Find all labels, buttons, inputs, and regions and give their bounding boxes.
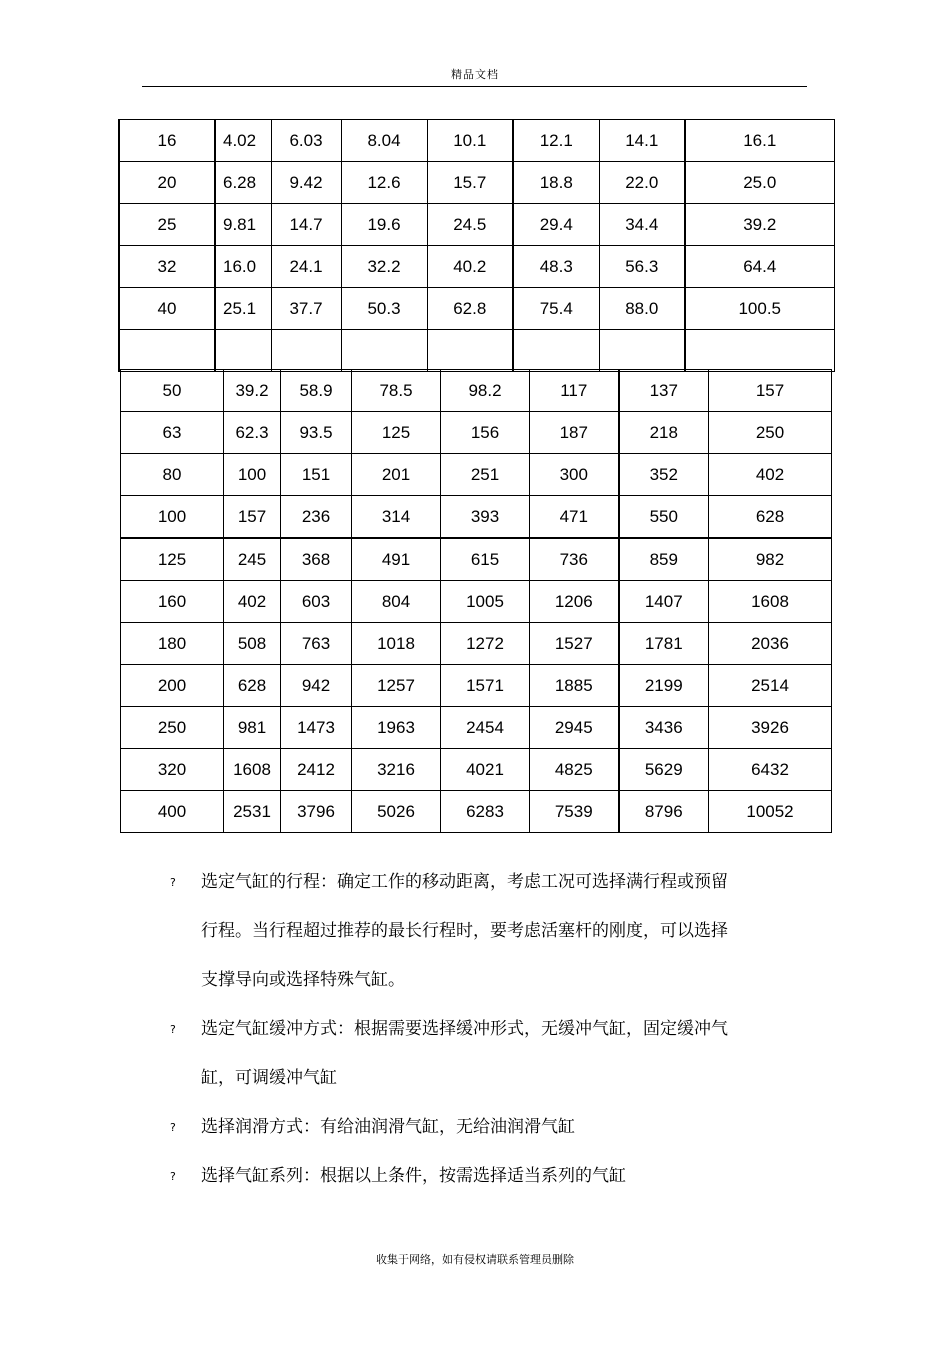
table-cell: 50.3: [341, 288, 427, 330]
table-cell: 125: [121, 538, 224, 581]
table-cell: 2454: [441, 707, 530, 749]
bullet-mark: ?: [170, 1023, 176, 1036]
table-cell: 4021: [441, 749, 530, 791]
table-cell: 251: [441, 454, 530, 496]
table-cell: 12.1: [513, 120, 599, 162]
bullet-line: 选择气缸系列：根据以上条件，按需选择适当系列的气缸: [201, 1166, 626, 1186]
bullet-item: [170, 1103, 790, 1152]
table-cell: [513, 330, 599, 372]
bullet-line: 支撑导向或选择特殊气缸。: [201, 970, 405, 990]
table-row: [119, 162, 834, 204]
table-cell: 58.9: [281, 370, 352, 412]
table-cell: 24.1: [271, 246, 341, 288]
table-cell: 6283: [441, 791, 530, 833]
table-cell: 16.0: [215, 246, 271, 288]
table-cell: [599, 330, 685, 372]
table-cell: 402: [224, 581, 281, 623]
table-cell: 22.0: [599, 162, 685, 204]
table-cell: 859: [619, 538, 709, 581]
table-row: [121, 749, 832, 791]
table-cell: 16.1: [685, 120, 834, 162]
table-cell: 20: [119, 162, 215, 204]
table-cell: 508: [224, 623, 281, 665]
bullet-list: [170, 858, 790, 1201]
table-cell: 1963: [352, 707, 441, 749]
table-row: [121, 665, 832, 707]
table-cell: 1473: [281, 707, 352, 749]
table-cell: 4.02: [215, 120, 271, 162]
table-cell: 982: [709, 538, 832, 581]
bullet-line: 选定气缸的行程：确定工作的移动距离，考虑工况可选择满行程或预留: [201, 872, 728, 892]
table-cell: 2945: [530, 707, 619, 749]
table-row: [121, 581, 832, 623]
table-cell: 157: [224, 496, 281, 539]
table-cell: 245: [224, 538, 281, 581]
table-cell: 137: [619, 370, 709, 412]
table-row: [121, 412, 832, 454]
table-cell: 1018: [352, 623, 441, 665]
table-cell: 5629: [619, 749, 709, 791]
header-rule: [142, 86, 807, 87]
table-cell: 160: [121, 581, 224, 623]
bullet-line: 行程。当行程超过推荐的最长行程时，要考虑活塞杆的刚度，可以选择: [201, 921, 728, 941]
table-cell: 63: [121, 412, 224, 454]
table-cell: 10.1: [427, 120, 513, 162]
table-cell: 8.04: [341, 120, 427, 162]
table-row: [119, 246, 834, 288]
table-cell: 34.4: [599, 204, 685, 246]
table-cell: 157: [709, 370, 832, 412]
bullet-line: 选定气缸缓冲方式：根据需要选择缓冲形式，无缓冲气缸，固定缓冲气: [201, 1019, 728, 1039]
table-cell: 25.0: [685, 162, 834, 204]
table-cell: [685, 330, 834, 372]
table-cell: 942: [281, 665, 352, 707]
table-cell: 48.3: [513, 246, 599, 288]
table-cell: 5026: [352, 791, 441, 833]
table-cell: 1005: [441, 581, 530, 623]
table-cell: 352: [619, 454, 709, 496]
table-cell: 1781: [619, 623, 709, 665]
table-cell: 156: [441, 412, 530, 454]
table-row: [121, 454, 832, 496]
table-cell: 314: [352, 496, 441, 539]
table-row: [119, 288, 834, 330]
table-cell: 9.42: [271, 162, 341, 204]
table-cell: 2531: [224, 791, 281, 833]
table-cell: 25.1: [215, 288, 271, 330]
table-cell: 1527: [530, 623, 619, 665]
table-cell: 236: [281, 496, 352, 539]
table-cell: [427, 330, 513, 372]
table-cell: [215, 330, 271, 372]
bullet-item: [170, 1152, 790, 1201]
table-cell: 8796: [619, 791, 709, 833]
table-cell: 14.7: [271, 204, 341, 246]
page-header: 精品文档: [451, 68, 499, 81]
table-cell: 628: [224, 665, 281, 707]
table-cell: 14.1: [599, 120, 685, 162]
bullet-mark: ?: [170, 1170, 176, 1183]
table-cell: 1407: [619, 581, 709, 623]
table-cell: 98.2: [441, 370, 530, 412]
table-cell: 78.5: [352, 370, 441, 412]
table-cell: 1608: [709, 581, 832, 623]
table-cell: 39.2: [685, 204, 834, 246]
table-cell: 18.8: [513, 162, 599, 204]
table-cell: 981: [224, 707, 281, 749]
table-cell: 117: [530, 370, 619, 412]
table-cell: 88.0: [599, 288, 685, 330]
bullet-item: [170, 1005, 790, 1103]
table-cell: 250: [121, 707, 224, 749]
table-cell: 2036: [709, 623, 832, 665]
table-cell: 100: [224, 454, 281, 496]
table-cell: 4825: [530, 749, 619, 791]
table-row: [121, 707, 832, 749]
bullet-line: 选择润滑方式：有给油润滑气缸，无给油润滑气缸: [201, 1117, 575, 1137]
table-cell: 393: [441, 496, 530, 539]
bullet-mark: ?: [170, 1121, 176, 1134]
table-cell: [271, 330, 341, 372]
table-cell: 400: [121, 791, 224, 833]
table-cell: 3436: [619, 707, 709, 749]
table-cell: 7539: [530, 791, 619, 833]
table-cell: 100: [121, 496, 224, 539]
table-cell: 1272: [441, 623, 530, 665]
table-cell: 32.2: [341, 246, 427, 288]
table-row: [121, 370, 832, 412]
table-cell: 3216: [352, 749, 441, 791]
bullet-item: [170, 858, 790, 1005]
table-cell: 6432: [709, 749, 832, 791]
force-table-bottom: [120, 369, 832, 833]
table-cell: 151: [281, 454, 352, 496]
table-cell: 25: [119, 204, 215, 246]
table-row: [121, 623, 832, 665]
table-cell: 736: [530, 538, 619, 581]
force-table-top: [118, 119, 835, 372]
table-cell: 471: [530, 496, 619, 539]
table-cell: 3796: [281, 791, 352, 833]
table-cell: 125: [352, 412, 441, 454]
table-cell: 29.4: [513, 204, 599, 246]
table-cell: 628: [709, 496, 832, 539]
table-cell: 12.6: [341, 162, 427, 204]
table-cell: 15.7: [427, 162, 513, 204]
table-cell: 180: [121, 623, 224, 665]
table-cell: 62.3: [224, 412, 281, 454]
table-cell: 603: [281, 581, 352, 623]
table-cell: 19.6: [341, 204, 427, 246]
table-cell: 32: [119, 246, 215, 288]
table-cell: 250: [709, 412, 832, 454]
bullet-mark: ?: [170, 876, 176, 889]
bullet-line: 缸，可调缓冲气缸: [201, 1068, 337, 1088]
table-cell: 40: [119, 288, 215, 330]
table-cell: 763: [281, 623, 352, 665]
table-cell: 16: [119, 120, 215, 162]
table-cell: [119, 330, 215, 372]
table-cell: 37.7: [271, 288, 341, 330]
table-cell: 1885: [530, 665, 619, 707]
table-cell: 1206: [530, 581, 619, 623]
table-cell: 3926: [709, 707, 832, 749]
table-cell: 62.8: [427, 288, 513, 330]
table-cell: 615: [441, 538, 530, 581]
table-cell: 2199: [619, 665, 709, 707]
table-cell: 1571: [441, 665, 530, 707]
table-cell: 187: [530, 412, 619, 454]
table-cell: 320: [121, 749, 224, 791]
table-cell: 550: [619, 496, 709, 539]
table-row: [119, 120, 834, 162]
table-cell: 402: [709, 454, 832, 496]
table-cell: 491: [352, 538, 441, 581]
table-cell: 56.3: [599, 246, 685, 288]
table-cell: 2514: [709, 665, 832, 707]
table-row: [119, 204, 834, 246]
table-cell: 6.28: [215, 162, 271, 204]
table-row: [119, 330, 834, 372]
table-cell: 2412: [281, 749, 352, 791]
table-cell: 9.81: [215, 204, 271, 246]
table-cell: 6.03: [271, 120, 341, 162]
table-cell: 75.4: [513, 288, 599, 330]
table-cell: 368: [281, 538, 352, 581]
table-cell: 804: [352, 581, 441, 623]
table-cell: 218: [619, 412, 709, 454]
page-footer: 收集于网络，如有侵权请联系管理员删除: [376, 1253, 574, 1266]
table-cell: 200: [121, 665, 224, 707]
table-cell: 1608: [224, 749, 281, 791]
table-cell: 100.5: [685, 288, 834, 330]
table-cell: 93.5: [281, 412, 352, 454]
table-cell: 1257: [352, 665, 441, 707]
table-row: [121, 538, 832, 581]
table-cell: 10052: [709, 791, 832, 833]
table-row: [121, 496, 832, 539]
table-cell: 50: [121, 370, 224, 412]
table-cell: 201: [352, 454, 441, 496]
table-cell: 300: [530, 454, 619, 496]
table-cell: 40.2: [427, 246, 513, 288]
table-cell: 39.2: [224, 370, 281, 412]
table-cell: [341, 330, 427, 372]
table-cell: 80: [121, 454, 224, 496]
table-cell: 24.5: [427, 204, 513, 246]
table-cell: 64.4: [685, 246, 834, 288]
table-row: [121, 791, 832, 833]
